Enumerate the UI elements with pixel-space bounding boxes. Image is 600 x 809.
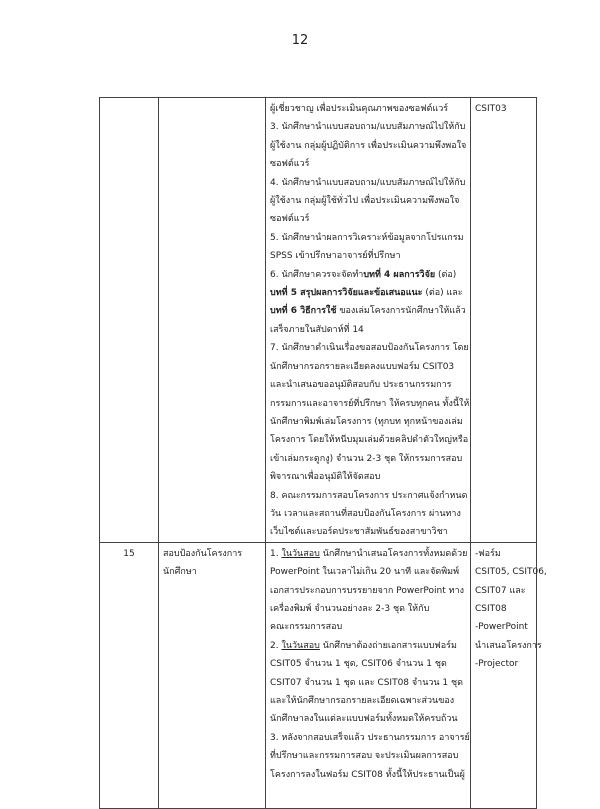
detail-line-bold-mixed: 6. นักศึกษาควรจะจัดทำบทที่ 4 ผลการวิจัย (ต่อ) [270,269,457,280]
detail-line: โครงการ โดยให้หนีบมุมเล่มด้วยคลิปดำตัวใหญ่หรือ [270,435,469,446]
detail-line: คณะกรรมการสอบ [270,622,343,633]
detail-line: ผู้ใช้งาน กลุ่มผู้ใช้ทั่วไป เพื่อประเมินความพึงพอใจ [270,196,460,207]
detail-line: เอกสารประกอบการบรรยายจาก PowerPoint ทาง [270,585,465,596]
form-line: นำเสนอโครงการ [475,640,542,651]
detail-line: โครงการลงในฟอร์ม CSIT08 ทั้งนี้ให้ประธานเป็นผู้ [270,769,465,780]
forms-cell [471,98,537,543]
activity-cell [159,98,266,543]
forms-cell [471,542,547,808]
detail-line: นักศึกษาพิมพ์เล่มโครงการ (ทุกบท ทุกหน้าของเล่ม [270,416,463,427]
detail-line: 3. หลังจากสอบเสร็จแล้ว ประธานกรรมการ อาจารย์ [270,732,470,743]
detail-line: 5. นักศึกษานำผลการวิเคราะห์ข้อมูลจากโปรแกรม [270,232,464,243]
form-line: CSIT07 และ [475,585,526,596]
detail-line: ซอฟต์แวร์ [270,159,310,170]
detail-line: และให้นักศึกษากรอกรายละเอียดเฉพาะส่วนของ [270,696,455,706]
detail-line: ผู้เชี่ยวชาญ เพื่อประเมินคุณภาพของซอฟต์แวร์ [270,104,449,114]
detail-line: 8. คณะกรรมการสอบโครงการ ประกาศแจ้งกำหนด [270,490,468,501]
form-line: CSIT05, CSIT06, [475,567,547,578]
detail-line: เข้าเล่มกระดูกงู) จำนวน 2-3 ชุด ให้กรรมการสอบ [270,453,463,464]
detail-line-underlined: 2. ในวันสอบ นักศึกษาต้องถ่ายเอกสารแบบฟอร์ม [270,640,457,651]
detail-line: CSIT05 จำนวน 1 ชุด, CSIT06 จำนวน 1 ชุด [270,659,447,670]
detail-line: 3. นักศึกษานำแบบสอบถาม/แบบสัมภาษณ์ไปให้กับ [270,122,466,133]
detail-line: ซอฟต์แวร์ [270,214,310,225]
detail-line-underlined: 1. ในวันสอบ นักศึกษานำเสนอโครงการทั้งหมดด้วย [270,548,468,559]
detail-line-bold: บทที่ 5 สรุปผลการวิจัยและข้อเสนอแนะ (ต่อ) และ [270,288,463,299]
form-line: -Projector [475,659,519,670]
detail-line: นักศึกษาลงในแต่ละแบบฟอร์มทั้งหมดให้ครบถ้วน [270,714,458,725]
form-line: CSIT08 [475,603,507,614]
form-line: -PowerPoint [475,622,528,633]
page-number: 12 [291,33,309,48]
detail-line: วัน เวลาและสถานที่สอบป้องกันโครงการ ผ่านทาง [270,508,461,519]
activity-line: สอบป้องกันโครงการ [163,548,243,559]
procedure-table [99,97,547,809]
detail-line: เครื่องพิมพ์ จำนวนอย่างละ 2-3 ชุด ให้กับ [270,603,430,614]
detail-line: เสร็จภายในสัปดาห์ที่ 14 [270,324,364,335]
step-number-cell [100,98,159,543]
table-row [100,98,537,543]
form-line: -ฟอร์ม [475,548,501,559]
detail-line: 4. นักศึกษานำแบบสอบถาม/แบบสัมภาษณ์ไปให้กับ [270,177,466,188]
detail-line-bold-mixed: บทที่ 6 วิธีการใช้ ของเล่มโครงการนักศึกษาให้แล้ว [270,306,466,317]
detail-line: และนำเสนอขออนุมัติสอบกับ ประธานกรรมการ [270,380,452,391]
table-row [100,542,537,808]
detail-line: SPSS เข้าปรึกษาอาจารย์ที่ปรึกษา [270,251,401,262]
detail-line: ที่ปรึกษาและกรรมการสอบ จะประเมินผลการสอบ [270,751,459,762]
detail-line: พิจารณาเพื่ออนุมัติให้จัดสอบ [270,472,381,483]
details-cell [266,98,471,543]
detail-line: CSIT07 จำนวน 1 ชุด และ CSIT08 จำนวน 1 ชุด [270,677,463,688]
detail-line: PowerPoint ในเวลาไม่เกิน 20 นาที และจัดพิมพ์ [270,567,460,578]
details-cell [266,542,471,808]
detail-line: 7. นักศึกษาดำเนินเรื่องขอสอบป้องกันโครงการ โดย [270,343,469,354]
form-line: CSIT03 [475,104,507,114]
activity-cell [159,542,266,808]
step-number-cell: 15 [100,542,159,808]
detail-line: นักศึกษากรอกรายละเอียดลงแบบฟอร์ม CSIT03 [270,361,455,372]
detail-line: กรรมการและอาจารย์ที่ปรึกษา ให้ครบทุกคน ทั้งนี้ให้ [270,398,470,409]
activity-line: นักศึกษา [163,567,197,578]
detail-line: เว็บไซต์และบอร์ดประชาสัมพันธ์ของสาขาวิชา [270,527,448,538]
detail-line: ผู้ใช้งาน กลุ่มผู้ปฏิบัติการ เพื่อประเมินความพึงพอใจ [270,140,467,151]
